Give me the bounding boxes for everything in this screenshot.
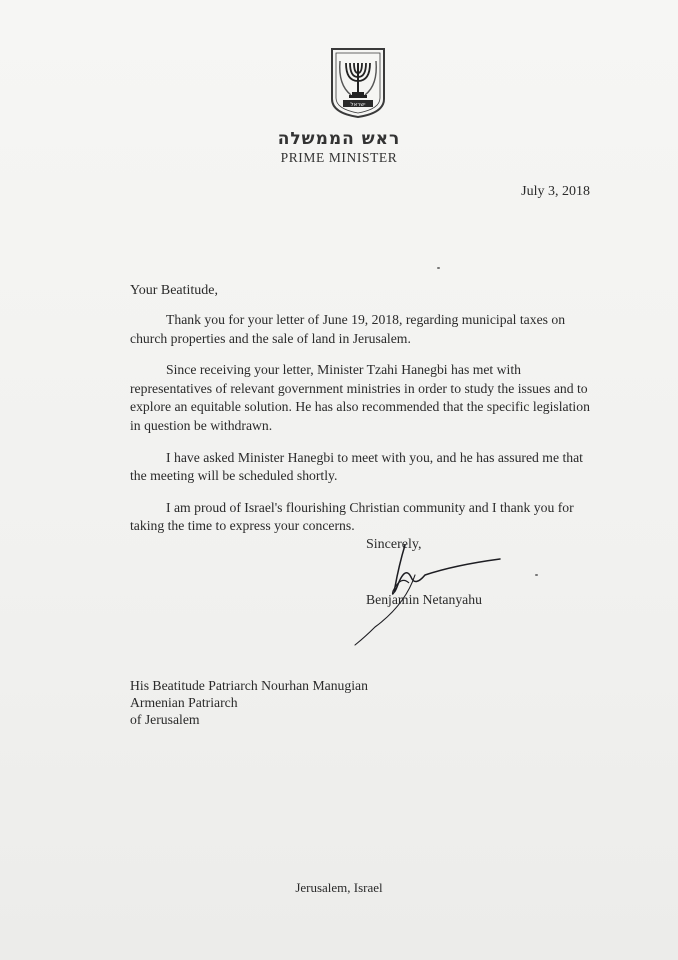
signer-name: Benjamin Netanyahu xyxy=(366,592,482,607)
menorah-emblem-icon xyxy=(329,47,387,119)
letter-date: July 3, 2018 xyxy=(521,184,590,199)
recipient-line: Armenian Patriarch xyxy=(130,695,238,710)
closing: Sincerely, xyxy=(366,537,422,552)
salutation: Your Beatitude, xyxy=(130,283,219,298)
body-paragraph: I have asked Minister Hanegbi to meet with you, and he has assured me that the meeting will be scheduled shortly. xyxy=(130,449,583,484)
svg-text:ישראל: ישראל xyxy=(350,102,366,108)
recipient-line: of Jerusalem xyxy=(130,712,200,727)
body-paragraph: Since receiving your letter, Minister Tzahi Hanegbi has met with representatives of relevant government ministries in order to study the issues and to explore an equitable solution. He has also recommended that the specific legislation in question be withdrawn. xyxy=(130,362,590,433)
paper-speck xyxy=(535,574,538,576)
body-paragraph: I am proud of Israel's flourishing Christian community and I thank you for taking the time to express your concerns. xyxy=(130,499,574,534)
letterhead-title-english: PRIME MINISTER xyxy=(280,150,398,165)
letterhead-title-hebrew: ראש הממשלה xyxy=(277,129,401,149)
body-paragraph: Thank you for your letter of June 19, 2018, regarding municipal taxes on church properties and the sale of land in Jerusalem. xyxy=(130,312,566,346)
paper-speck xyxy=(437,267,440,269)
recipient-block xyxy=(130,677,368,728)
handwritten-signature xyxy=(335,535,510,655)
footer-address: Jerusalem, Israel xyxy=(295,880,383,895)
recipient-line: His Beatitude Patriarch Nourhan Manugian xyxy=(130,678,368,693)
letter-body xyxy=(130,311,590,549)
